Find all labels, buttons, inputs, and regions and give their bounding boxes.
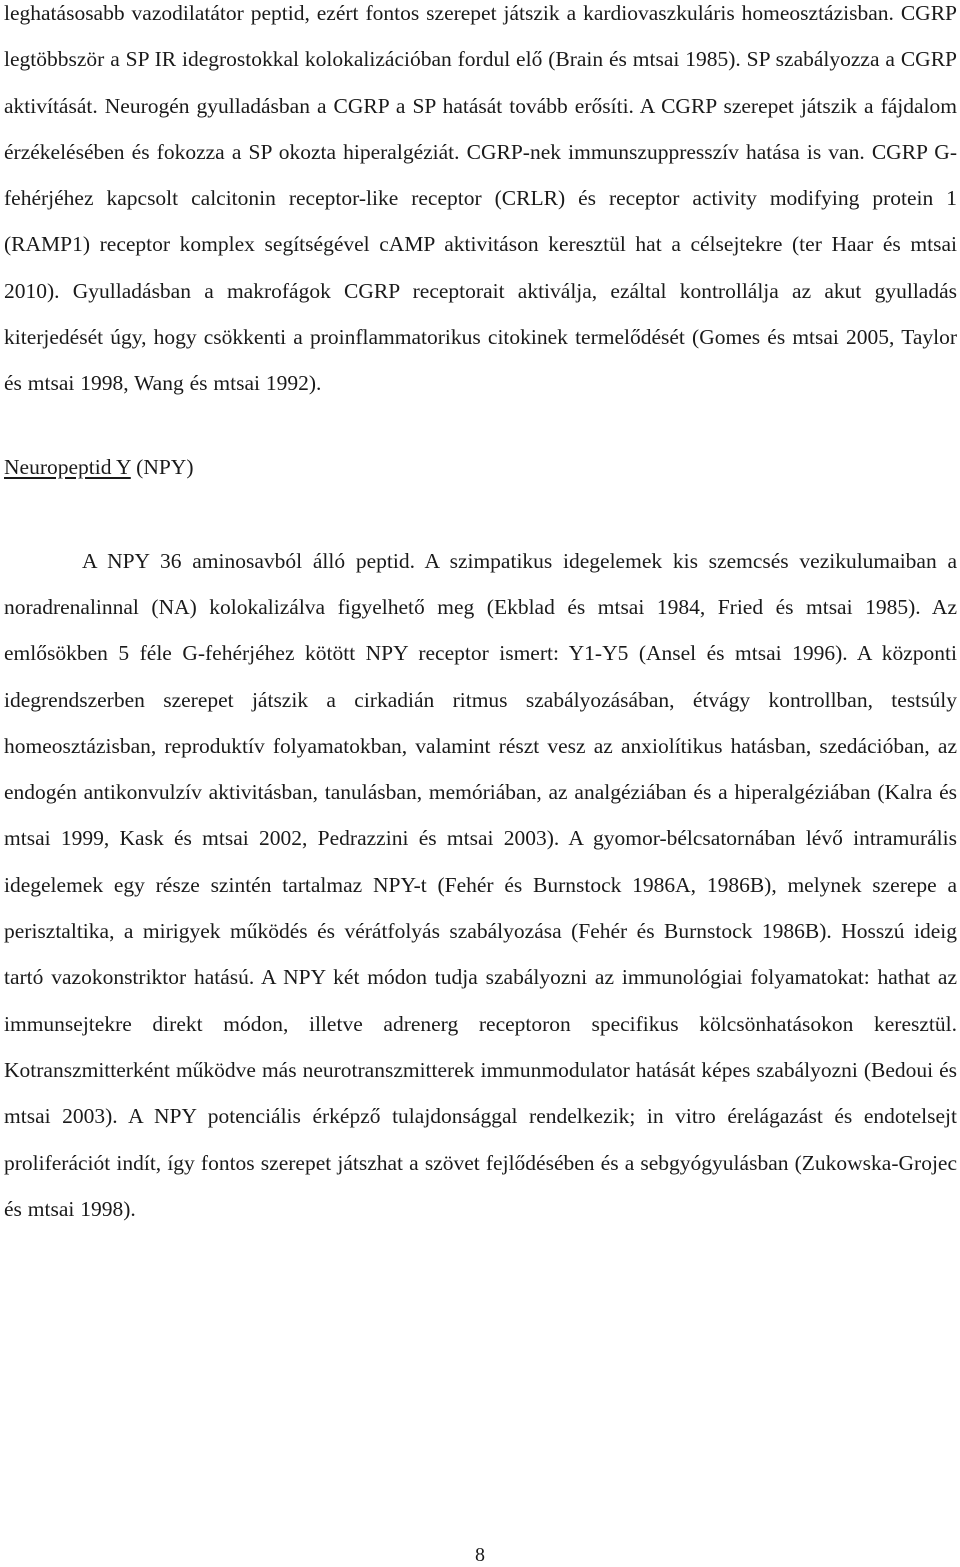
section-heading (4, 444, 957, 490)
paragraph-npy: A NPY 36 aminosavból álló peptid. A szimpatikus idegelemek kis szemcsés vezikulumaiban a noradrenalinnal (NA) kolokalizálva figyelhető meg (Ekblad és mtsai 1984, Fried és mtsai 1985). Az emlősökben 5 féle G-fehérjéhez kötött NPY receptor ismert: Y1-Y5 (Ansel és mtsai 1996). A központi idegrendszerben szerepet játszik a cirkadián ritmus szabályozásában, étvágy kontrollban, testsúly homeosztázisban, reproduktív folyamatokban, valamint részt vesz az anxiolítikus hatásban, szedációban, az endogén antikonvulzív aktivitásban, tanulásban, memóriában, az analgéziában és a hiperalgéziában (Kalra és mtsai 1999, Kask és mtsai 2002, Pedrazzini és mtsai 2003). A gyomor-bélcsatornában lévő intramurális idegelemek egy része szintén tartalmaz NPY-t (Fehér és Burnstock 1986A, 1986B), melynek szerepe a perisztaltika, a mirigyek működés és vérátfolyás szabályozása (Fehér és Burnstock 1986B). Hosszú ideig tartó vazokonstriktor hatású. A NPY két módon tudja szabályozni az immunológiai folyamatokat: hathat az immunsejtekre direkt módon, illetve adrenerg receptoron specifikus kölcsönhatásokon keresztül. Kotranszmitterként működve más neurotranszmitterek immunmodulator hatását képes szabályozni (Bedoui és mtsai 2003). A NPY potenciális érképző tulajdonsággal rendelkezik; in vitro érelágazást és endotelsejt proliferációt indít, így fontos szerepet játszhat a szövet fejlődésében és a sebgyógyulásban (Zukowska-Grojec és mtsai 1998). (4, 548, 957, 1221)
paragraph-cgrp: leghatásosabb vazodilatátor peptid, ezért fontos szerepet játszik a kardiovaszkuláris homeosztázisban. CGRP legtöbbször a SP IR idegrostokkal kolokalizációban fordul elő (Brain és mtsai 1985). SP szabályozza a CGRP aktivítását. Neurogén gyulladásban a CGRP a SP hatását tovább erősíti. A CGRP szerepet játszik a fájdalom érzékelésében és fokozza a SP okozta hiperalgéziát. CGRP-nek immunszuppresszív hatása is van. CGRP G-fehérjéhez kapcsolt calcitonin receptor-like receptor (CRLR) és receptor activity modifying protein 1 (RAMP1) receptor komplex segítségével cAMP aktivitáson keresztül hat a célsejtekre (ter Haar és mtsai 2010). Gyulladásban a makrofágok CGRP receptorait aktiválja, ezáltal kontrollálja az akut gyulladás kiterjedését úgy, hogy csökkenti a proinflammatorikus citokinek termelődését (Gomes és mtsai 2005, Taylor és mtsai 1998, Wang és mtsai 1992). (4, 1, 957, 396)
section-heading-title: Neuropeptid Y (4, 454, 131, 479)
section-heading-abbreviation: (NPY) (136, 454, 194, 479)
page-number: 8 (475, 1544, 485, 1566)
document-page (4, 0, 957, 1232)
